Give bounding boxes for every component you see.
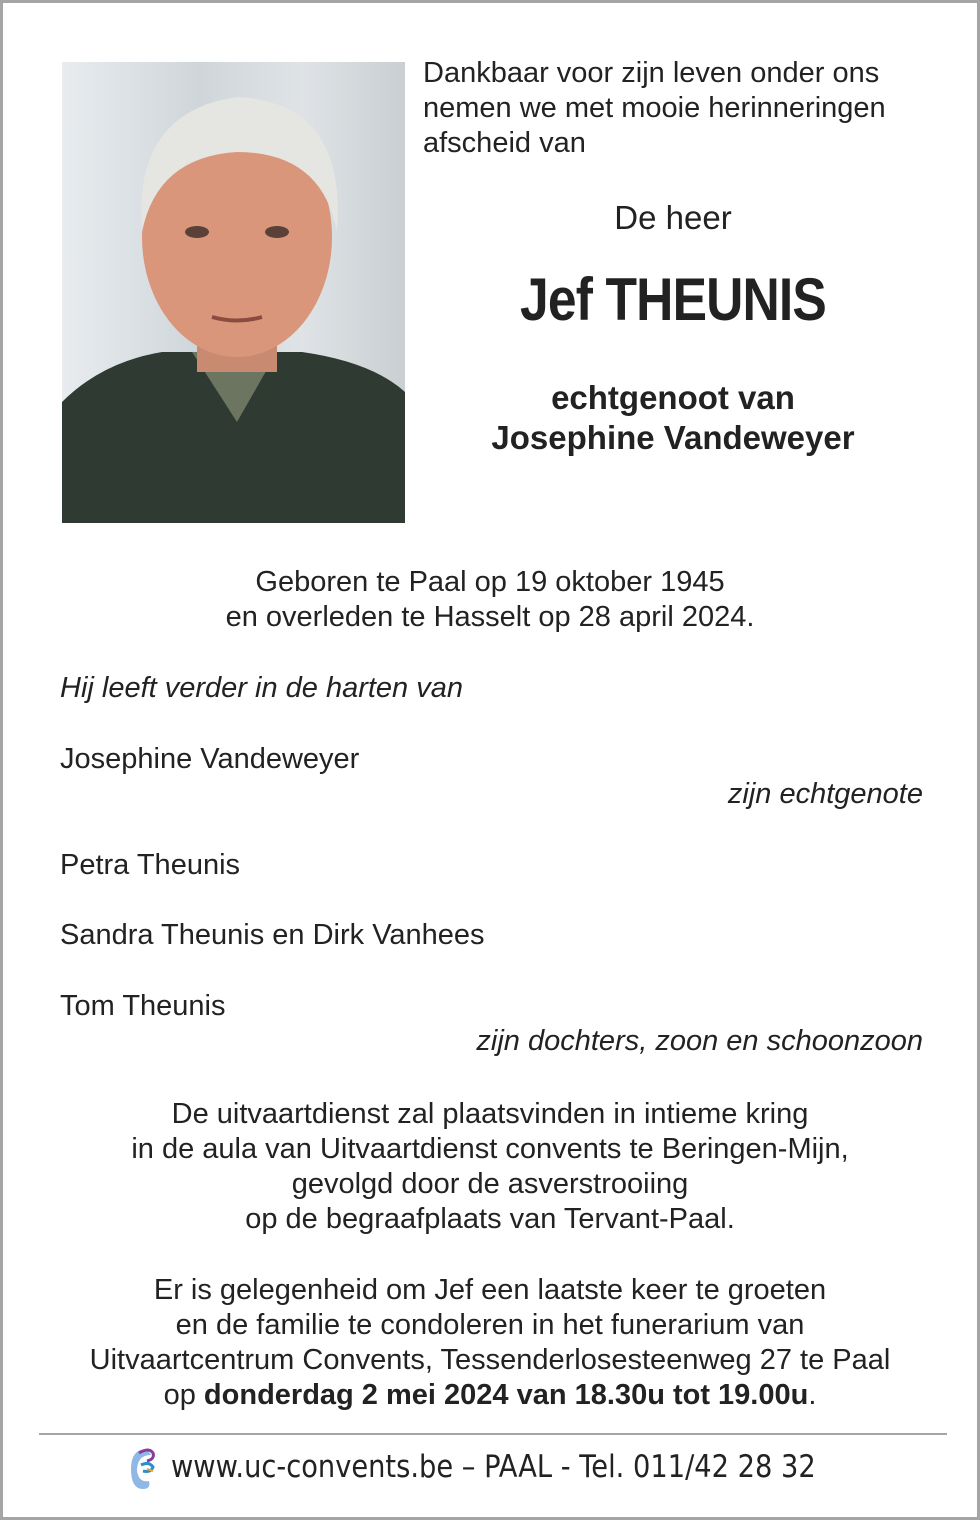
- death-line: en overleden te Hasselt op 28 april 2024.: [225, 601, 755, 633]
- spouse-name: Josephine Vandeweyer: [491, 419, 855, 456]
- service-line: in de aula van Uitvaartdienst convents te Beringen-Mijn,: [131, 1133, 849, 1165]
- funeral-home-logo-icon: [125, 1445, 157, 1498]
- visitation-suffix: .: [808, 1379, 817, 1411]
- visitation-prefix: op: [163, 1379, 204, 1411]
- visitation-line: Uitvaartcentrum Convents, Tessenderlosesteenweg 27 te Paal: [89, 1344, 891, 1376]
- birth-death: [3, 565, 977, 635]
- portrait-photo: [62, 62, 405, 523]
- intro-line: afscheid van: [423, 127, 586, 159]
- service-info: [3, 1097, 977, 1237]
- service-line: De uitvaartdienst zal plaatsvinden in intieme kring: [171, 1098, 809, 1130]
- service-line: op de begraafplaats van Tervant-Paal.: [245, 1203, 735, 1235]
- family-children-role: zijn dochters, zoon en schoonzoon: [476, 1025, 923, 1057]
- spouse-relation: echtgenoot van: [551, 379, 795, 416]
- visitation-line: en de familie te condoleren in het funerarium van: [175, 1309, 805, 1341]
- footer-contact: www.uc-convents.be – PAAL - Tel. 011/42 28 32: [171, 1449, 816, 1485]
- visitation-date: donderdag 2 mei 2024 van 18.30u tot 19.00u: [203, 1379, 809, 1411]
- service-line: gevolgd door de asverstrooiing: [291, 1168, 689, 1200]
- family-spouse-role: zijn echtgenote: [727, 778, 923, 810]
- spouse-line: [423, 378, 923, 458]
- intro-line: Dankbaar voor zijn leven onder ons: [423, 57, 880, 89]
- family-child: Sandra Theunis en Dirk Vanhees: [60, 919, 485, 951]
- divider: [39, 1433, 947, 1435]
- family-spouse: Josephine Vandeweyer: [60, 743, 360, 775]
- intro-line: nemen we met mooie herinneringen: [423, 92, 886, 124]
- lives-on-text: Hij leeft verder in de harten van: [60, 672, 463, 704]
- birth-line: Geboren te Paal op 19 oktober 1945: [255, 566, 725, 598]
- visitation-date-line: [3, 1378, 977, 1413]
- family-child: Tom Theunis: [60, 990, 226, 1022]
- deceased-name: Jef THEUNIS: [520, 266, 826, 333]
- intro-text: [423, 56, 886, 161]
- salutation: De heer: [614, 199, 732, 236]
- family-child: Petra Theunis: [60, 849, 241, 881]
- visitation-info: [3, 1273, 977, 1413]
- visitation-line: Er is gelegenheid om Jef een laatste keer te groeten: [153, 1274, 827, 1306]
